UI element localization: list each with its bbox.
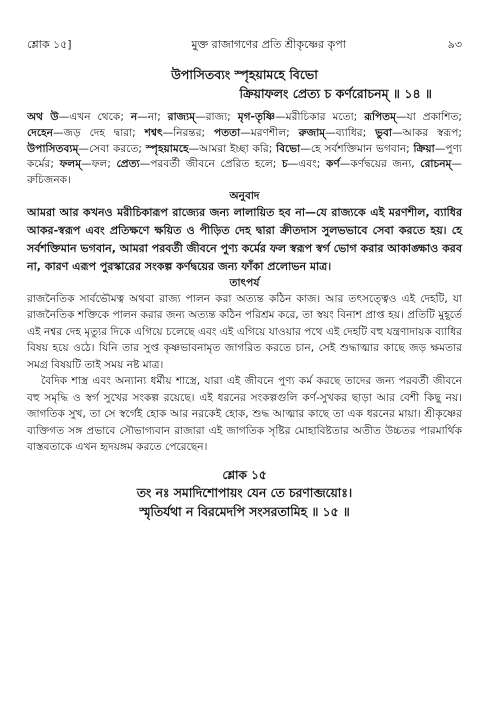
synonym-word: অথ উ — [27, 111, 59, 123]
synonym-meaning: —রাজ্য; — [195, 111, 238, 123]
next-verse-line-2: স্মৃতির্যথা ন বিরমেদপি সংসরতামিহ ॥ ১৫ ॥ — [139, 504, 350, 519]
synonym-meaning: —কর্ণদ্বয়ের জন্য, — [339, 158, 421, 171]
page-number: ৯৩ — [447, 38, 462, 51]
synonym-meaning: —এবং; — [287, 158, 326, 171]
synonym-meaning: —মরণশীল; — [240, 126, 299, 139]
synonym-meaning: —রুচিজনক। — [27, 158, 462, 187]
purport-paragraph-1: রাজনৈতিক সার্বভৌমত্ব অথবা রাজ্য পালন করা অত্যন্ত কঠিন কাজ। আর তৎসত্ত্বেও এই দেহটি, যা রাজনৈতিক শক্তিকে পালন করার জন্য অত্যন্ত কঠিন পরিশ্রম করে, তা স্বয়ং বিনাশ প্রাপ্ত হয়। প্রতিটি মুহূর্তে এই নশ্বর দেহ মৃত্যুর দিকে এগিয়ে চলেছে এবং এই এগিয়ে যাওয়ার পথে এই দেহটি বহু যন্ত্রণাদায়ক ব্যাধির বিষয় হয়ে ওঠে। যিনি তার সুপ্ত কৃষ্ণভাবনামৃত জাগরিত করতে চান, সেই শুদ্ধাত্মার কাছে জড় ক্ষমতার সমগ্র বিষয়টি তাই সময় নষ্ট মাত্র। — [27, 292, 462, 371]
synonym-word: উপাসিতব্যম্ — [27, 142, 79, 155]
synonym-meaning: —জড় দেহ দ্বারা; — [53, 126, 145, 139]
next-verse-line-1: তং নঃ সমাদিশোপায়ং যেন তে চরণাব্জয়োঃ। — [136, 485, 353, 500]
synonym-meaning: —হে সর্বশক্তিমান ভগবান; — [300, 142, 414, 155]
synonym-word: চ — [281, 158, 288, 171]
synonym-meaning: —যা প্রকাশিত; — [396, 111, 462, 123]
running-header — [27, 38, 462, 52]
next-verse-heading: শ্লোক ১৫ — [222, 467, 267, 482]
synonyms-paragraph — [27, 110, 462, 189]
synonym-meaning: —নিরন্তর; — [162, 126, 215, 139]
synonym-meaning: —না; — [137, 111, 168, 123]
header-verse-ref: শ্লোক ১৫] — [27, 38, 72, 51]
synonym-word: প্রেত্য — [116, 158, 140, 171]
synonym-meaning: —পরবর্তী জীবনে প্রেরিত হলে; — [139, 158, 282, 171]
synonym-word: দেহেন — [27, 126, 54, 139]
synonym-word: রুজাম্ — [298, 126, 326, 139]
synonym-meaning: —সেবা করতে; — [78, 142, 146, 155]
synonym-word: রাজ্যম্ — [167, 111, 196, 123]
translation-heading: অনুবাদ — [229, 189, 260, 202]
synonym-word: ভুবা — [375, 126, 392, 139]
verse-line-2: ক্রিয়াফলং প্রেত্য চ কর্ণরোচনম্ ॥ ১৪ ॥ — [239, 86, 432, 101]
verse-line-1: উপাসিতব্যং স্পৃহয়ামহে বিভো — [171, 67, 318, 82]
synonym-word: বিভো — [276, 142, 301, 155]
synonym-meaning: —আকর স্বরূপ; — [391, 126, 462, 139]
synonym-word: শশ্বৎ — [144, 126, 163, 139]
synonym-meaning: —পুণ্য কর্মের; — [27, 142, 462, 171]
synonym-word: স্পৃহয়ামহে — [145, 142, 189, 155]
header-chapter-title: মুক্ত রাজাগণের প্রতি শ্রীকৃষ্ণের কৃপা — [191, 38, 346, 51]
synonym-meaning: —ব্যাধির; — [325, 126, 376, 139]
synonym-word: রূপিতম্ — [364, 111, 397, 123]
synonym-meaning: —ফল; — [81, 158, 117, 171]
purport-paragraph-2: বৈদিক শাস্ত্র এবং অন্যান্য ধর্মীয় শাস্ত্রে, যারা এই জীবনে পুণ্য কর্ম করছে তাদের জন্য পরবর্তী জীবনে বহু সমৃদ্ধি ও স্বর্গ সুখের সংকল্প রয়েছে। এই ধরনের সংকল্পগুলি কর্ণ-সুখকর ছাড়া আর বেশী কিছু নয়। জাগতিক সুখ, তা সে স্বর্গেই হোক আর নরকেই হোক, শুদ্ধ আত্মার কাছে তা এক ধরনের মায়া। শ্রীকৃষ্ণের ব্যক্তিগত সঙ্গ প্রভাবে সৌভাগ্যবান রাজারা এই জাগতিক সৃষ্টির মোহাবিষ্টতার অতীত উচ্চতর পারমার্থিক বাস্তবতাকে এখন হৃদয়ঙ্গম করতে পেরেছেন। — [27, 375, 462, 454]
translation-text: আমরা আর কখনও মরীচিকারূপ রাজ্যের জন্য লালায়িত হব না—যে রাজ্যকে এই মরণশীল, ব্যাধির আকর-স্বরূপ এবং প্রতিক্ষণে ক্ষয়িত ও পীড়িত দেহ দ্বারা ক্রীতদাস সুলভভাবে সেবা করতে হয়। হে সর্বশক্তিমান ভগবান, আমরা পরবর্তী জীবনে পুণ্য কর্মের ফল স্বরূপ স্বর্গ ভোগ করার আকাঙ্ক্ষাও করব না, কারণ এরূপ পুরস্কারের সংকল্প কর্ণদ্বয়ের জন্য ফাঁকা প্রলোভন মাত্র। — [27, 205, 462, 273]
synonym-word: রোচনম্ — [420, 158, 452, 171]
synonym-word: কর্ণ — [325, 158, 340, 171]
synonym-meaning: —আমরা ইচ্ছা করি; — [188, 142, 277, 155]
synonym-word: মৃগ-তৃষ্ণি — [237, 111, 276, 123]
synonym-word: ক্রিয়া — [413, 142, 435, 155]
synonym-word: ন — [130, 111, 138, 123]
purport-heading: তাৎপর্য — [229, 276, 260, 289]
synonym-word: ফলম্ — [59, 158, 82, 171]
synonym-meaning: —এখন থেকে; — [58, 111, 131, 123]
synonym-meaning: —মরীচিকার মতো; — [275, 111, 365, 123]
synonym-word: পততা — [214, 126, 241, 139]
